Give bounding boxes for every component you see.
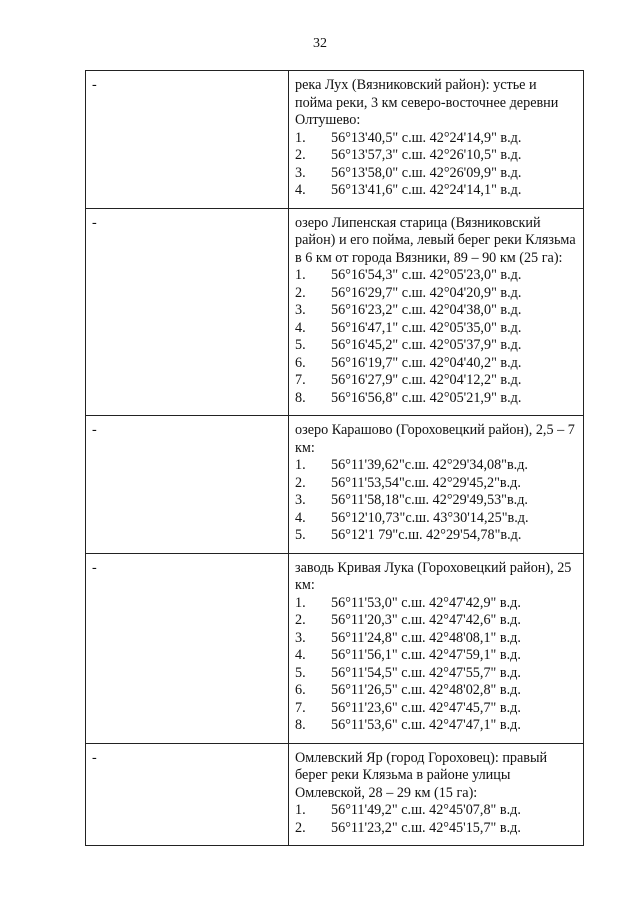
coordinate-item bbox=[295, 612, 577, 630]
coordinate-item bbox=[295, 390, 577, 408]
coordinate-number: 2. bbox=[295, 819, 306, 836]
row-marker: - bbox=[86, 416, 289, 554]
coordinate-value: 56°16'23,2" с.ш. 42°04'38,0" в.д. bbox=[331, 302, 522, 318]
coordinate-number: 8. bbox=[295, 717, 306, 733]
coordinate-value: 56°12'1 79"с.ш. 42°29'54,78"в.д. bbox=[331, 527, 522, 543]
row-marker: - bbox=[86, 743, 289, 846]
coordinate-value: 56°16'54,3" с.ш. 42°05'23,0" в.д. bbox=[331, 267, 522, 283]
coordinate-list bbox=[295, 457, 577, 545]
coordinate-number: 1. bbox=[295, 594, 306, 611]
coordinate-number: 4. bbox=[295, 182, 306, 198]
coordinate-item bbox=[295, 285, 577, 303]
coordinate-value: 56°16'45,2" с.ш. 42°05'37,9" в.д. bbox=[331, 337, 522, 353]
coordinate-item bbox=[295, 700, 577, 718]
coordinate-item bbox=[295, 492, 577, 510]
coordinate-item bbox=[295, 665, 577, 683]
coordinate-value: 56°13'57,3" с.ш. 42°26'10,5" в.д. bbox=[331, 147, 522, 163]
table-row bbox=[86, 208, 584, 416]
territory-table bbox=[85, 70, 584, 846]
coordinate-number: 8. bbox=[295, 389, 306, 406]
area-title: озеро Карашово (Гороховецкий район), 2,5 – 7 км: bbox=[295, 422, 575, 456]
coordinate-value: 56°11'54,5" с.ш. 42°47'55,7" в.д. bbox=[331, 664, 521, 681]
coordinate-item bbox=[295, 320, 577, 338]
coordinate-number: 2. bbox=[295, 612, 306, 628]
table-row bbox=[86, 416, 584, 554]
coordinate-value: 56°12'10,73"с.ш. 43°30'14,25"в.д. bbox=[331, 509, 529, 526]
coordinate-value: 56°11'23,2" с.ш. 42°45'15,7" в.д. bbox=[331, 819, 521, 836]
coordinate-value: 56°11'53,54"с.ш. 42°29'45,2"в.д. bbox=[331, 474, 521, 491]
coordinate-item bbox=[295, 457, 577, 475]
row-content bbox=[289, 553, 584, 743]
coordinate-item bbox=[295, 802, 577, 820]
coordinate-value: 56°11'24,8" с.ш. 42°48'08,1" в.д. bbox=[331, 629, 521, 646]
coordinate-item bbox=[295, 267, 577, 285]
coordinate-item bbox=[295, 475, 577, 493]
coordinate-number: 3. bbox=[295, 492, 306, 508]
coordinate-number: 1. bbox=[295, 267, 306, 283]
coordinate-item bbox=[295, 355, 577, 373]
coordinate-item bbox=[295, 302, 577, 320]
area-title: озеро Липенская старица (Вязниковский район) и его пойма, левый берег реки Клязьма в 6 км от города Вязники, 89 – 90 км (25 га): bbox=[295, 214, 576, 266]
coordinate-item bbox=[295, 165, 577, 183]
coordinate-number: 6. bbox=[295, 354, 306, 371]
row-content bbox=[289, 208, 584, 416]
coordinate-item bbox=[295, 595, 577, 613]
coordinate-item bbox=[295, 630, 577, 648]
coordinate-number: 3. bbox=[295, 302, 306, 318]
coordinate-value: 56°16'27,9" с.ш. 42°04'12,2" в.д. bbox=[331, 372, 522, 388]
coordinate-number: 1. bbox=[295, 457, 306, 473]
table-row bbox=[86, 553, 584, 743]
area-title: река Лух (Вязниковский район): устье и пойма реки, 3 км северо-восточнее деревни Олтушево: bbox=[295, 77, 559, 128]
coordinate-item bbox=[295, 527, 577, 545]
coordinate-item bbox=[295, 337, 577, 355]
coordinate-value: 56°16'19,7" с.ш. 42°04'40,2" в.д. bbox=[331, 354, 522, 371]
coordinate-number: 3. bbox=[295, 164, 306, 181]
coordinate-number: 4. bbox=[295, 647, 306, 663]
coordinate-item bbox=[295, 130, 577, 148]
coordinate-number: 3. bbox=[295, 629, 306, 646]
table-row bbox=[86, 71, 584, 209]
row-content bbox=[289, 743, 584, 846]
coordinate-number: 2. bbox=[295, 474, 306, 491]
row-marker: - bbox=[86, 553, 289, 743]
coordinate-list bbox=[295, 130, 577, 200]
coordinate-value: 56°11'49,2" с.ш. 42°45'07,8" в.д. bbox=[331, 802, 521, 818]
coordinate-number: 2. bbox=[295, 147, 306, 163]
coordinate-value: 56°11'23,6" с.ш. 42°47'45,7" в.д. bbox=[331, 699, 521, 716]
coordinate-value: 56°11'39,62"с.ш. 42°29'34,08"в.д. bbox=[331, 457, 528, 473]
coordinate-number: 5. bbox=[295, 527, 306, 543]
coordinate-value: 56°11'26,5" с.ш. 42°48'02,8" в.д. bbox=[331, 682, 521, 698]
coordinate-number: 1. bbox=[295, 802, 306, 818]
coordinate-value: 56°13'58,0" с.ш. 42°26'09,9" в.д. bbox=[331, 164, 522, 181]
coordinate-item bbox=[295, 820, 577, 838]
coordinate-list bbox=[295, 802, 577, 837]
coordinate-value: 56°16'29,7" с.ш. 42°04'20,9" в.д. bbox=[331, 284, 522, 301]
coordinate-item bbox=[295, 182, 577, 200]
coordinate-value: 56°11'58,18"с.ш. 42°29'49,53"в.д. bbox=[331, 492, 528, 508]
coordinate-number: 1. bbox=[295, 129, 306, 146]
page-number: 32 bbox=[313, 36, 327, 51]
row-content bbox=[289, 416, 584, 554]
coordinate-item bbox=[295, 682, 577, 700]
coordinate-value: 56°16'56,8" с.ш. 42°05'21,9" в.д. bbox=[331, 389, 522, 406]
coordinate-number: 7. bbox=[295, 699, 306, 716]
coordinate-number: 5. bbox=[295, 337, 306, 353]
table-row bbox=[86, 743, 584, 846]
coordinate-item bbox=[295, 510, 577, 528]
coordinate-value: 56°16'47,1" с.ш. 42°05'35,0" в.д. bbox=[331, 319, 522, 336]
coordinate-value: 56°11'56,1" с.ш. 42°47'59,1" в.д. bbox=[331, 647, 521, 663]
coordinate-value: 56°13'40,5" с.ш. 42°24'14,9" в.д. bbox=[331, 129, 522, 146]
coordinate-value: 56°13'41,6" с.ш. 42°24'14,1" в.д. bbox=[331, 182, 522, 198]
coordinate-number: 5. bbox=[295, 664, 306, 681]
coordinate-number: 4. bbox=[295, 319, 306, 336]
coordinate-value: 56°11'53,6" с.ш. 42°47'47,1" в.д. bbox=[331, 717, 521, 733]
coordinate-item bbox=[295, 717, 577, 735]
row-marker: - bbox=[86, 208, 289, 416]
coordinate-item bbox=[295, 647, 577, 665]
coordinate-number: 6. bbox=[295, 682, 306, 698]
coordinate-number: 4. bbox=[295, 509, 306, 526]
coordinate-number: 2. bbox=[295, 284, 306, 301]
area-title: Омлевский Яр (город Гороховец): правый берег реки Клязьма в районе улицы Омлевской, 28 – 29 км (15 га): bbox=[295, 749, 548, 801]
row-content bbox=[289, 71, 584, 209]
coordinate-list bbox=[295, 267, 577, 407]
area-title: заводь Кривая Лука (Гороховецкий район), 25 км: bbox=[295, 559, 572, 593]
coordinate-item bbox=[295, 372, 577, 390]
coordinate-value: 56°11'53,0" с.ш. 42°47'42,9" в.д. bbox=[331, 594, 521, 611]
coordinate-item bbox=[295, 147, 577, 165]
row-marker: - bbox=[86, 71, 289, 209]
coordinate-list bbox=[295, 595, 577, 735]
coordinate-value: 56°11'20,3" с.ш. 42°47'42,6" в.д. bbox=[331, 612, 521, 628]
coordinate-number: 7. bbox=[295, 372, 306, 388]
